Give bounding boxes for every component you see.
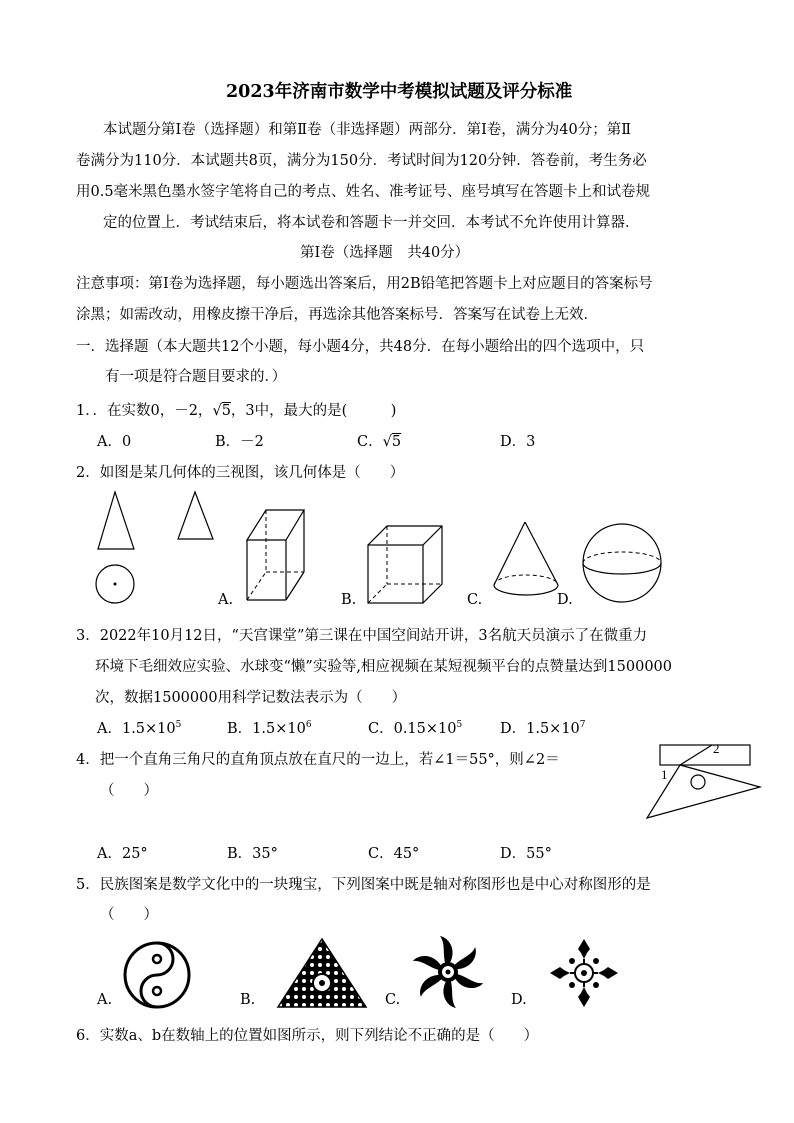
q3-line-1: 3．2022年10月12日，“天宫课堂”第三课在中国空间站开讲，3名航天员演示了在微重力 (76, 628, 648, 644)
side-view-triangle (178, 492, 213, 539)
notice-line-2: 涂黑；如需改动，用橡皮擦干净后，再选涂其他答案标号．答案写在试卷上无效． (76, 307, 598, 323)
q2-option-d: D. (557, 592, 573, 608)
yin-yang-pattern (122, 940, 192, 1010)
q4-option-b: B．35° (227, 846, 278, 862)
q5-option-c: C. (385, 992, 401, 1008)
q2-option-c: C. (467, 592, 483, 608)
q2-option-b: B. (341, 592, 357, 608)
q4-option-d: D．55° (500, 846, 552, 862)
q6-stem: 6．实数a、b在数轴上的位置如图所示，则下列结论不正确的是（ ） (76, 1028, 539, 1044)
q3-line-3: 次，数据1500000用科学记数法表示为（ ） (95, 690, 407, 706)
q1-option-d: D．3 (500, 434, 536, 450)
q3-option-a: A．$1.5\times 10^5$ (97, 720, 182, 737)
q1-option-a: A．0 (97, 434, 132, 450)
option-d-sphere-figure (582, 523, 664, 605)
ruler (660, 745, 750, 765)
intro-line-2: 卷满分为110分．本试题共8页，满分为150分．考试时间为120分钟．答卷前，考生务必 (76, 153, 647, 169)
cross-ornament-pattern (548, 937, 620, 1009)
q3-option-b: B．$1.5\times 10^6$ (227, 720, 312, 737)
section-title: 第Ⅰ卷（选择题 共40分） (300, 245, 470, 261)
q1-stem: 1．．在实数0，－2，√5，3中，最大的是( ) (76, 403, 397, 419)
angle-2-label: 2 (713, 741, 720, 756)
q4-stem: 4．把一个直角三角尺的直角顶点放在直尺的一边上，若∠1＝55°，则∠2＝ (76, 752, 560, 768)
intro-line-4: 定的位置上．考试结束后，将本试卷和答题卡一并交回．本考试不允许使用计算器． (103, 215, 640, 231)
angle-1-label: 1 (661, 767, 668, 782)
q5-option-d: D. (511, 992, 527, 1008)
intro-line-3: 用0.5毫米黑色墨水签字笔将自己的考点、姓名、准考证号、座号填写在答题卡上和试卷规 (76, 184, 651, 200)
intro-line-1: 本试题分第Ⅰ卷（选择题）和第Ⅱ卷（非选择题）两部分．第Ⅰ卷，满分为40分；第Ⅱ (103, 122, 632, 138)
pinwheel-flower-pattern (410, 934, 486, 1010)
q3-line-2: 环境下毛细效应实验、水球变“懒”实验等,相应视频在某短视频平台的点赞量达到1500000 (95, 659, 673, 675)
option-c-cone-figure (492, 520, 562, 600)
part-one-line-1: 一．选择题（本大题共12个小题，每小题4分，共48分．在每小题给出的四个选项中，只 (76, 339, 645, 355)
top-view-center-dot (114, 583, 117, 586)
ornamental-triangle-pattern (276, 937, 368, 1009)
page-title: 2023年济南市数学中考模拟试题及评分标准 (226, 82, 573, 102)
q5-option-a: A. (97, 992, 113, 1008)
q5-option-b: B. (240, 992, 256, 1008)
part-one-line-2: 有一项是符合题目要求的．） (105, 369, 287, 385)
q1-option-b: B．－2 (215, 434, 264, 450)
q1-option-c: C．√5 (357, 434, 402, 450)
sqrt-sign: √ (212, 403, 222, 419)
q5-stem: 5．民族图案是数学文化中的一块瑰宝，下列图案中既是轴对称图形也是中心对称图形的是 (76, 877, 651, 893)
q3-option-c: C．$0.15\times 10^5$ (368, 720, 463, 737)
q5-stem-blank: （ ） (100, 907, 158, 923)
front-view-triangle (98, 492, 134, 549)
q2-stem: 2．如图是某几何体的三视图，该几何体是（ ） (76, 465, 405, 481)
q3-option-d: D．$1.5\times 10^7$ (500, 720, 586, 737)
q4-option-c: C．45° (368, 846, 420, 862)
notice-line-1: 注意事项：第Ⅰ卷为选择题，每小题选出答案后，用2B铅笔把答题卡上对应题目的答案标号 (76, 276, 653, 292)
q4-option-a: A．25° (97, 846, 148, 862)
option-b-cube-figure (367, 525, 447, 607)
option-a-prism-figure (244, 492, 314, 602)
q2-option-a: A. (218, 592, 234, 608)
q4-stem-blank: （ ） (100, 783, 158, 799)
